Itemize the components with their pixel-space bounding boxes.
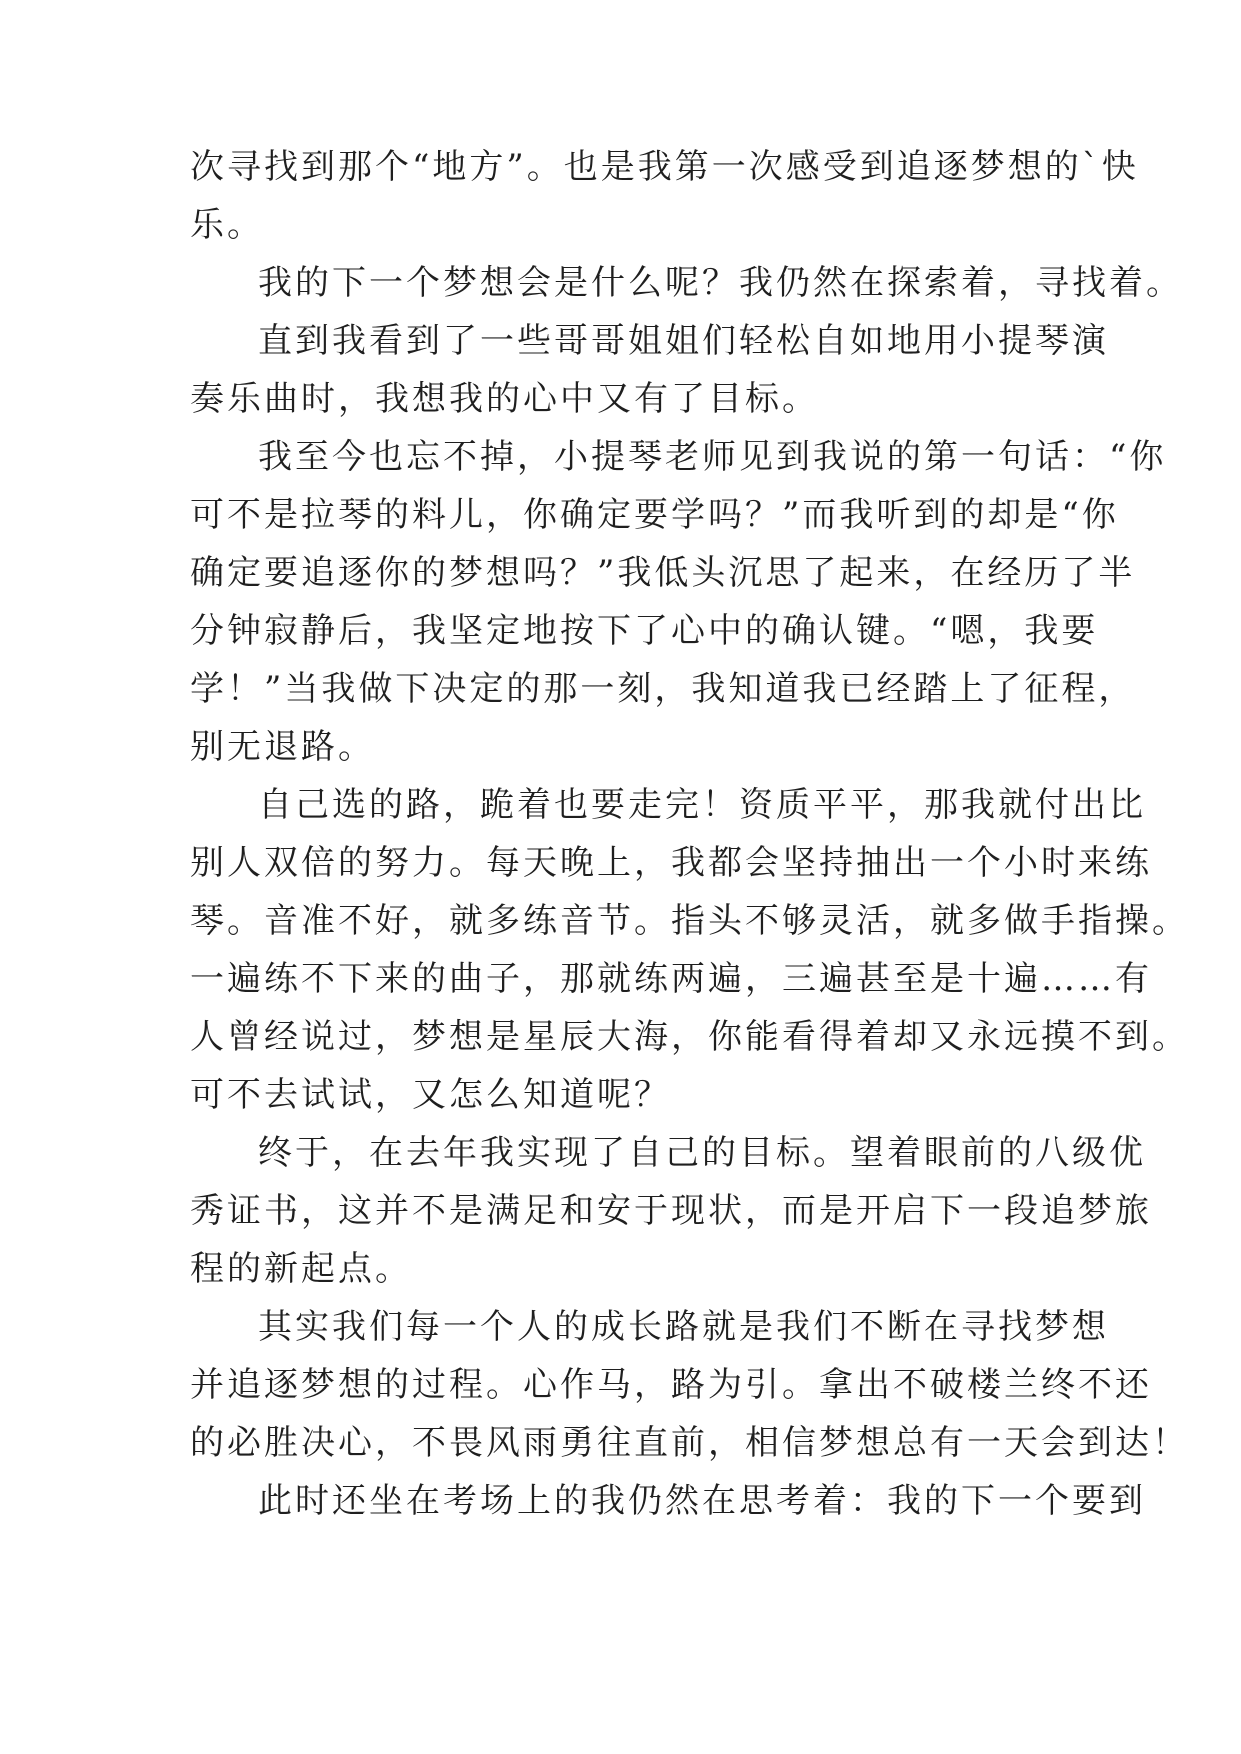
- text-line: 琴。音准不好，就多练音节。指头不够灵活，就多做手指操。: [190, 901, 1189, 941]
- text-line: 奏乐曲时，我想我的心中又有了目标。: [190, 379, 819, 419]
- text-line: 分钟寂静后，我坚定地按下了心中的确认键。“嗯，我要: [190, 611, 1099, 651]
- text-line: 别人双倍的努力。每天晚上，我都会坚持抽出一个小时来练: [190, 843, 1152, 883]
- text-line: 别无退路。: [190, 727, 375, 767]
- text-line: 的必胜决心，不畏风雨勇往直前，相信梦想总有一天会到达！: [190, 1423, 1189, 1463]
- text-line: 并追逐梦想的过程。心作马，路为引。拿出不破楼兰终不还: [190, 1365, 1152, 1405]
- text-line: 我至今也忘不掉，小提琴老师见到我说的第一句话：“你: [258, 437, 1167, 477]
- text-line: 可不去试试，又怎么知道呢？: [190, 1075, 671, 1115]
- text-line: 程的新起点。: [190, 1249, 412, 1289]
- text-line: 一遍练不下来的曲子，那就练两遍，三遍甚至是十遍……有: [190, 959, 1152, 999]
- text-line: 其实我们每一个人的成长路就是我们不断在寻找梦想: [258, 1307, 1109, 1347]
- text-line: 我的下一个梦想会是什么呢？我仍然在探索着，寻找着。: [258, 263, 1183, 303]
- text-line: 直到我看到了一些哥哥姐姐们轻松自如地用小提琴演: [258, 321, 1109, 361]
- text-line: 终于，在去年我实现了自己的目标。望着眼前的八级优: [258, 1133, 1146, 1173]
- text-line: 人曾经说过，梦想是星辰大海，你能看得着却又永远摸不到。: [190, 1017, 1189, 1057]
- text-line: 秀证书，这并不是满足和安于现状，而是开启下一段追梦旅: [190, 1191, 1152, 1231]
- text-line: 可不是拉琴的料儿，你确定要学吗？”而我听到的却是“你: [190, 495, 1119, 535]
- text-line: 学！”当我做下决定的那一刻，我知道我已经踏上了征程，: [190, 669, 1136, 709]
- text-line: 次寻找到那个“地方”。也是我第一次感受到追逐梦想的`快: [190, 147, 1139, 187]
- text-line: 此时还坐在考场上的我仍然在思考着：我的下一个要到: [258, 1481, 1146, 1521]
- text-line: 自己选的路，跪着也要走完！资质平平，那我就付出比: [258, 785, 1146, 825]
- text-line: 确定要追逐你的梦想吗？”我低头沉思了起来，在经历了半: [190, 553, 1136, 593]
- text-line: 乐。: [190, 205, 264, 245]
